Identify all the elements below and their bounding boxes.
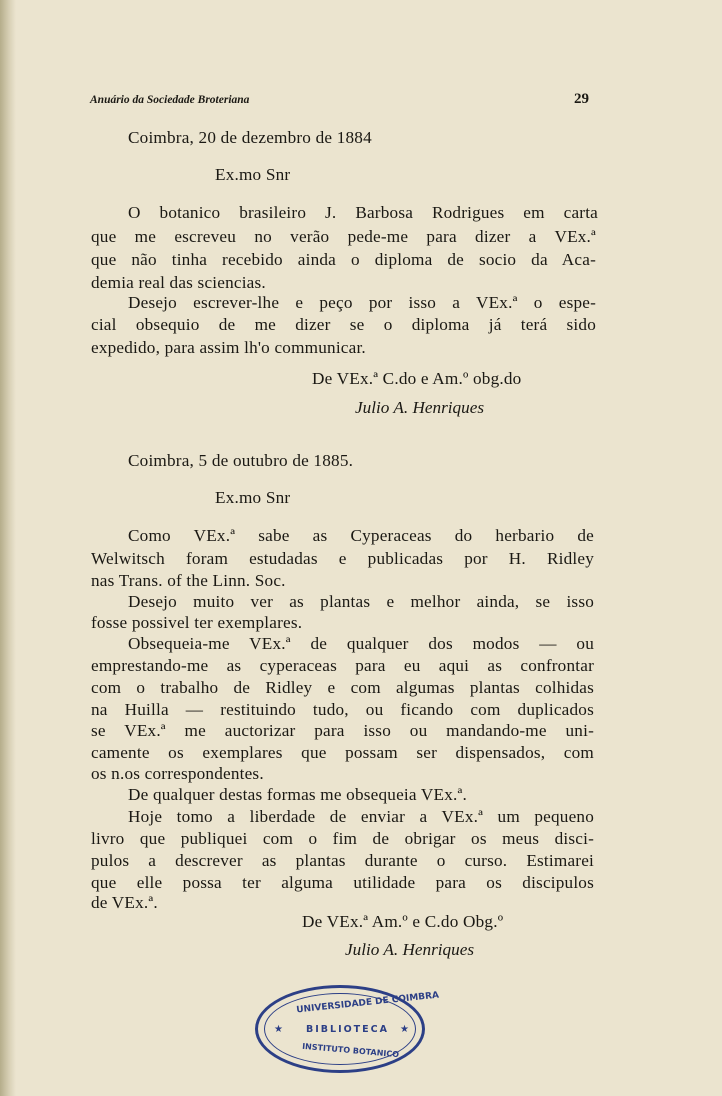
letter2-line: Obsequeia-me VEx.ª de qualquer dos modos — ou — [128, 634, 594, 653]
letter1-signature: Julio A. Henriques — [355, 398, 485, 417]
letter1-line: que não tinha recebido ainda o diploma de socio da Aca- — [91, 250, 596, 269]
letter2-line: De qualquer destas formas me obsequeia VEx.ª. — [128, 785, 467, 804]
running-head: Anuário da Sociedade Broteriana — [90, 94, 250, 106]
letter1-line: Desejo escrever-lhe e peço por isso a VEx.ª o espe- — [128, 293, 596, 312]
letter2-line: se VEx.ª me auctorizar para isso ou mandando-me uni- — [91, 721, 594, 740]
letter2-line: Como VEx.ª sabe as Cyperaceas do herbario de — [128, 526, 594, 545]
letter1-dateline: Coimbra, 20 de dezembro de 1884 — [128, 128, 372, 147]
letter2-line: que elle possa ter alguma utilidade para os discipulos — [91, 873, 594, 892]
stamp-middle-text: BIBLIOTECA — [306, 1024, 389, 1035]
letter2-salutation: Ex.mo Snr — [215, 488, 291, 507]
star-icon: ★ — [400, 1024, 409, 1035]
letter2-line: Hoje tomo a liberdade de enviar a VEx.ª um pequeno — [128, 807, 594, 826]
letter2-closing: De VEx.ª Am.º e C.do Obg.º — [302, 912, 504, 931]
letter2-line: pulos a descrever as plantas durante o curso. Estimarei — [91, 851, 594, 870]
letter1-line: demia real das sciencias. — [91, 273, 266, 292]
stamp-bottom-text: INSTITUTO BOTANICO — [301, 1041, 400, 1060]
letter1-salutation: Ex.mo Snr — [215, 165, 291, 184]
letter2-line: fosse possivel ter exemplares. — [91, 613, 303, 632]
letter2-line: na Huilla — restituindo tudo, ou ficando com duplicados — [91, 700, 594, 719]
letter2-dateline: Coimbra, 5 de outubro de 1885. — [128, 451, 354, 470]
star-icon: ★ — [274, 1024, 283, 1035]
letter2-line: camente os exemplares que possam ser dispensados, com — [91, 743, 594, 762]
letter2-line: de VEx.ª. — [91, 893, 158, 912]
stamp-top-text: UNIVERSIDADE DE COIMBRA — [295, 990, 440, 1016]
letter2-line: os n.os correspondentes. — [91, 764, 264, 783]
library-stamp — [255, 985, 440, 1073]
letter1-closing: De VEx.ª C.do e Am.º obg.do — [312, 369, 522, 388]
letter1-line: que me escreveu no verão pede-me para dizer a VEx.ª — [91, 227, 596, 246]
letter2-signature: Julio A. Henriques — [345, 940, 475, 959]
letter1-line: O botanico brasileiro J. Barbosa Rodrigues em carta — [128, 203, 598, 222]
letter1-line: cial obsequio de me dizer se o diploma já terá sido — [91, 315, 596, 334]
letter1-line: expedido, para assim lh'o communicar. — [91, 338, 366, 357]
letter2-line: Desejo muito ver as plantas e melhor ainda, se isso — [128, 592, 594, 611]
letter2-line: Welwitsch foram estudadas e publicadas por H. Ridley — [91, 549, 594, 568]
letter2-line: livro que publiquei com o fim de obrigar os meus disci- — [91, 829, 594, 848]
letter2-line: com o trabalho de Ridley e com algumas plantas colhidas — [91, 678, 594, 697]
letter2-line: emprestando-me as cyperaceas para eu aqui as confrontar — [91, 656, 594, 675]
page-number: 29 — [574, 91, 589, 107]
letter2-line: nas Trans. of the Linn. Soc. — [91, 571, 286, 590]
